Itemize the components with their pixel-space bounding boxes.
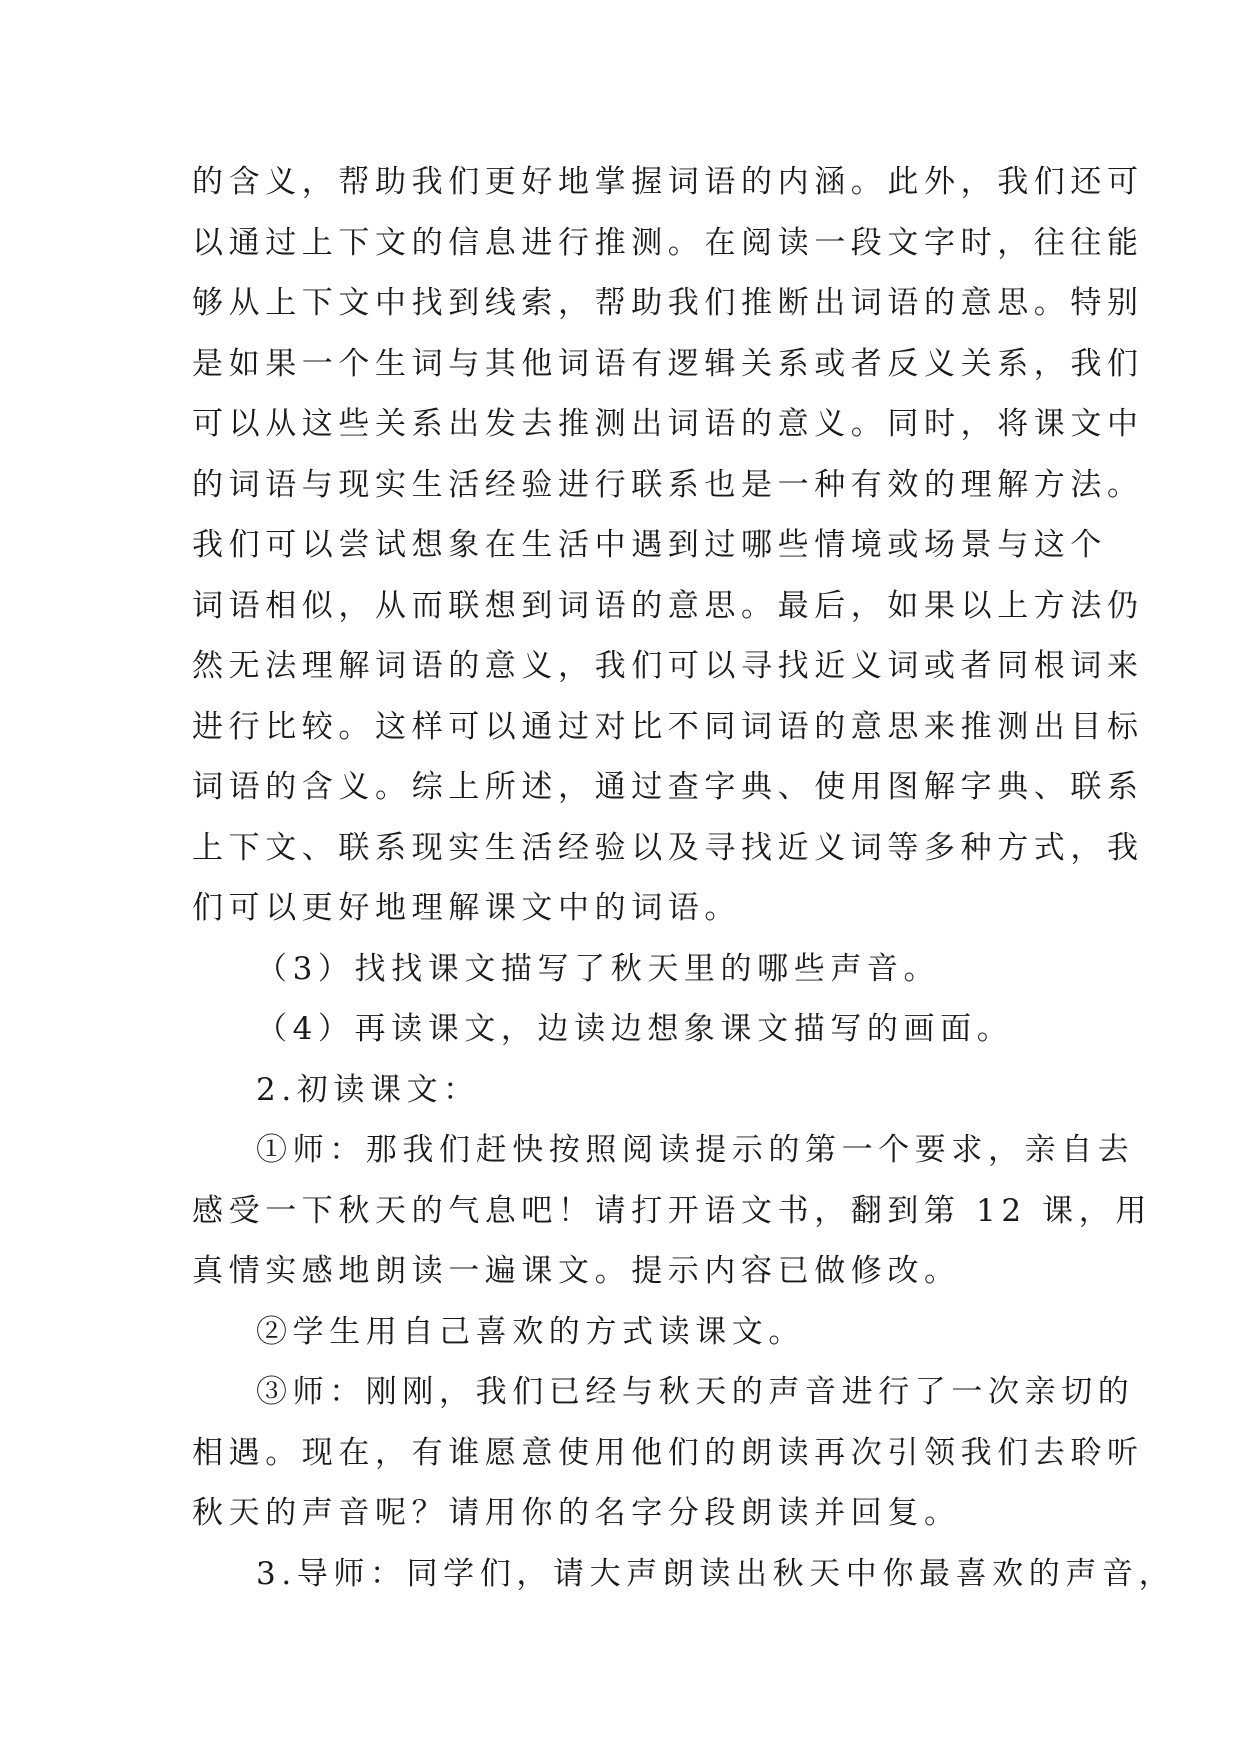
list-item-4: （4）再读课文，边读边想象课文描写的画面。: [256, 1011, 1014, 1047]
step-1-start: ①师：那我们赶快按照阅读提示的第一个要求，亲自去: [256, 1132, 1135, 1168]
text-line: 们可以更好地理解课文中的词语。: [192, 890, 741, 926]
text-line: 的词语与现实生活经验进行联系也是一种有效的理解方法。: [192, 466, 1144, 503]
text-line: 的含义，帮助我们更好地掌握词语的内涵。此外，我们还可: [192, 164, 1144, 200]
text-line: 词语相似，从而联想到词语的意思。最后，如果以上方法仍: [192, 587, 1144, 624]
step-3-start: ③师：刚刚，我们已经与秋天的声音进行了一次亲切的: [256, 1374, 1135, 1410]
text-line: 相遇。现在，有谁愿意使用他们的朗读再次引领我们去聆听: [192, 1434, 1144, 1471]
text-line: 进行比较。这样可以通过对比不同词语的意思来推测出目标: [192, 708, 1144, 745]
text-line: 感受一下秋天的气息吧！请打开语文书，翻到第 12 课，用: [192, 1192, 1152, 1229]
text-line: 可以从这些关系出发去推测出词语的意义。同时，将课文中: [192, 406, 1144, 442]
text-line: 是如果一个生词与其他词语有逻辑关系或者反义关系，我们: [192, 345, 1144, 382]
step-2: ②学生用自己喜欢的方式读课文。: [256, 1313, 805, 1350]
text-line: 上下文、联系现实生活经验以及寻找近义词等多种方式，我: [192, 829, 1144, 866]
text-line: 秋天的声音呢？请用你的名字分段朗读并回复。: [192, 1495, 961, 1531]
text-line: 词语的含义。综上所述，通过查字典、使用图解字典、联系: [192, 769, 1144, 805]
body-text: [192, 152, 1176, 1604]
text-line: 真情实感地朗读一遍课文。提示内容已做修改。: [192, 1253, 961, 1289]
list-item-3: （3）找找课文描写了秋天里的哪些声音。: [256, 950, 941, 987]
section-3-start: 3.导师：同学们，请大声朗读出秋天中你最喜欢的声音，: [256, 1555, 1176, 1592]
section-heading: 2.初读课文：: [256, 1071, 480, 1108]
text-line: 够从上下文中找到线索，帮助我们推断出词语的意思。特别: [192, 285, 1144, 321]
text-line: 然无法理解词语的意义，我们可以寻找近义词或者同根词来: [192, 648, 1144, 684]
text-line: 我们可以尝试想象在生活中遇到过哪些情境或场景与这个: [192, 527, 1107, 563]
text-line: 以通过上下文的信息进行推测。在阅读一段文字时，往往能: [192, 224, 1144, 261]
